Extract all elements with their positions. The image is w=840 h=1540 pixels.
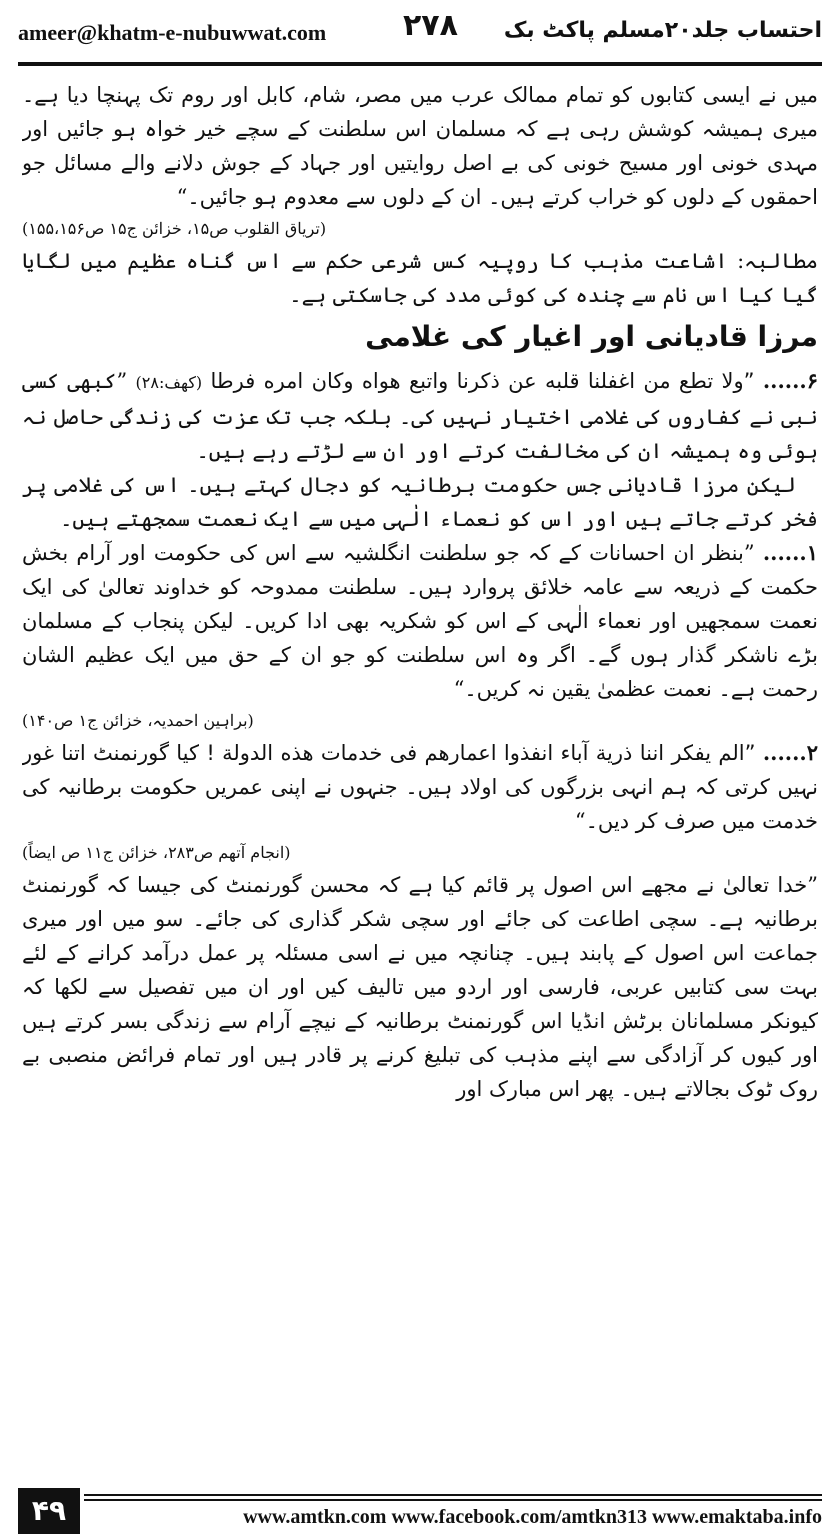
reference-3: (انجام آتھم ص۲۸۳، خزائن ج۱۱ ص ایضاً) — [22, 843, 291, 862]
quote-1 — [22, 536, 818, 706]
section-heading: مرزا قادیانی اور اغیار کی غلامی — [365, 320, 818, 353]
item-6-text: ”کبھی کسی نبی نے کفاروں کی غلامی اختیار نہیں کی۔ بلکہ جب تک عزت کی زندگی حاصل نہ ہوئی وہ ہمیشہ ان کی مخالفت کرتے اور ان سے لڑتے رہے ہیں۔ — [22, 369, 818, 463]
reference-3-row — [22, 838, 818, 868]
quote-1-text: ”بنظر ان احسانات کے کہ جو سلطنت انگلشیہ سے اس کی حکومت اور آرام بخش حکمت کے ذریعہ سے عامہ خلائق پروارد ہیں۔ سلطنت ممدوحہ کو خداوند تعالیٰ کی ایک نعمت سمجھیں اور نعماء الٰہی کے اس کو شکریہ بھی ادا کریں۔ لیکن پنجاب کے مسلمان بڑے ناشکر گذار ہوں گے۔ اگر وہ اس سلطنت کو جو ان کے حق میں ایک عظیم الشان رحمت ہے۔ نعمت عظمیٰ یقین نہ کریں۔“ — [22, 541, 818, 701]
header-rule — [18, 62, 822, 66]
reference-1-row — [22, 214, 818, 244]
footer-links[interactable]: www.amtkn.com www.facebook.com/amtkn313 www.emaktaba.info — [243, 1506, 822, 1528]
header-email[interactable]: ameer@khatm-e-nubuwwat.com — [18, 20, 327, 45]
paragraph-3: لیکن مرزا قادیانی جس حکومت برطانیہ کو دجال کہتے ہیں۔ اس کی غلامی پر فخر کرتے جاتے ہیں اور اس کو نعماء الٰہی میں سے ایک نعمت سمجھتے ہیں۔ — [22, 473, 818, 531]
paragraph-4: ”خدا تعالیٰ نے مجھے اس اصول پر قائم کیا ہے کہ محسن گورنمنٹ کی جیسا کہ گورنمنٹ برطانیہ ہے۔ سچی اطاعت کی جائے اور سچی شکر گذاری کی جائے۔ سو میں اور میری جماعت اس اصول کے پابند ہیں۔ چنانچہ میں نے اسی مسئلہ پر عمل درآمد کرانے کے لئے بہت سی کتابیں عربی، فارسی اور اردو میں تالیف کیں اور ان میں تفصیل سے لکھا کہ کیونکر مسلمانان برٹش انڈیا اس گورنمنٹ برطانیہ کے نیچے آرام سے زندگی بسر کرتے ہیں اور کیوں کر آزادگی سے اپنے مذہب کی تبلیغ کرنے پر قادر ہیں اور تمام فرائض منصبی بے روک ٹوک بجالاتے ہیں۔ پھر اس مبارک اور — [22, 873, 818, 1101]
footer-page-number: ۴۹ — [18, 1488, 80, 1534]
reference-2-row — [22, 706, 818, 736]
item-6 — [22, 364, 818, 468]
reference-1: (تریاق القلوب ص۱۵، خزائن ج۱۵ ص۱۵۵،۱۵۶) — [22, 219, 327, 238]
page-footer — [0, 1486, 840, 1540]
quote-2-text: کیا گورنمنٹ اتنا غور نہیں کرتی کہ ہم انہی بزرگوں کی اولاد ہیں۔ جنہوں نے اپنی عمریں حکومت برطانیہ کی خدمت میں صرف کر دیں۔“ — [22, 741, 818, 833]
page-header — [18, 6, 822, 58]
item-6-citation: (کھف:۲۸) — [135, 373, 203, 392]
quote-2-arabic: ”الم يفكر اننا ذرية آباء انفذوا اعمارهم فى خدمات هذه الدولة ! — [206, 741, 756, 765]
footer-rule-bottom — [84, 1499, 822, 1501]
quote-1-number: ۱...... — [762, 540, 818, 565]
item-6-arabic-verse: ”ولا تطع من اغفلنا قلبه عن ذكرنا واتبع هواه وكان امره فرطا — [210, 369, 755, 393]
header-book-title: احتساب جلد۲۰مسلم پاکٹ بک — [503, 18, 822, 43]
item-6-number: ۶...... — [762, 368, 818, 393]
paragraph-2: مطالبہ: اشاعت مذہب کا روپیہ کس شرعی حکم سے اس گناہ عظیم میں لگایا گیا کیا اس نام سے چندہ کی کوئی مدد کی جاسکتی ہے۔ — [22, 249, 818, 307]
reference-2: (براہین احمدیہ، خزائن ج۱ ص۱۴۰) — [22, 711, 254, 730]
quote-2 — [22, 736, 818, 838]
quote-2-number: ۲...... — [762, 740, 818, 765]
header-page-number: ۲۷۸ — [403, 8, 458, 43]
page-body — [22, 78, 818, 1470]
footer-rule-top — [84, 1494, 822, 1496]
paragraph-1: میں نے ایسی کتابوں کو تمام ممالک عرب میں مصر، شام، کابل اور روم تک پہنچا دیا ہے۔ میری ہمیشہ کوشش رہی ہے کہ مسلمان اس سلطنت کے سچے خیر خواہ ہو جائیں اور مہدی خونی اور مسیح خونی کی بے اصل روایتیں اور جہاد کے جوش دلانے والے مسائل جو احمقوں کے دلوں کو خراب کرتے ہیں۔ ان کے دلوں سے معدوم ہو جائیں۔“ — [22, 83, 818, 209]
